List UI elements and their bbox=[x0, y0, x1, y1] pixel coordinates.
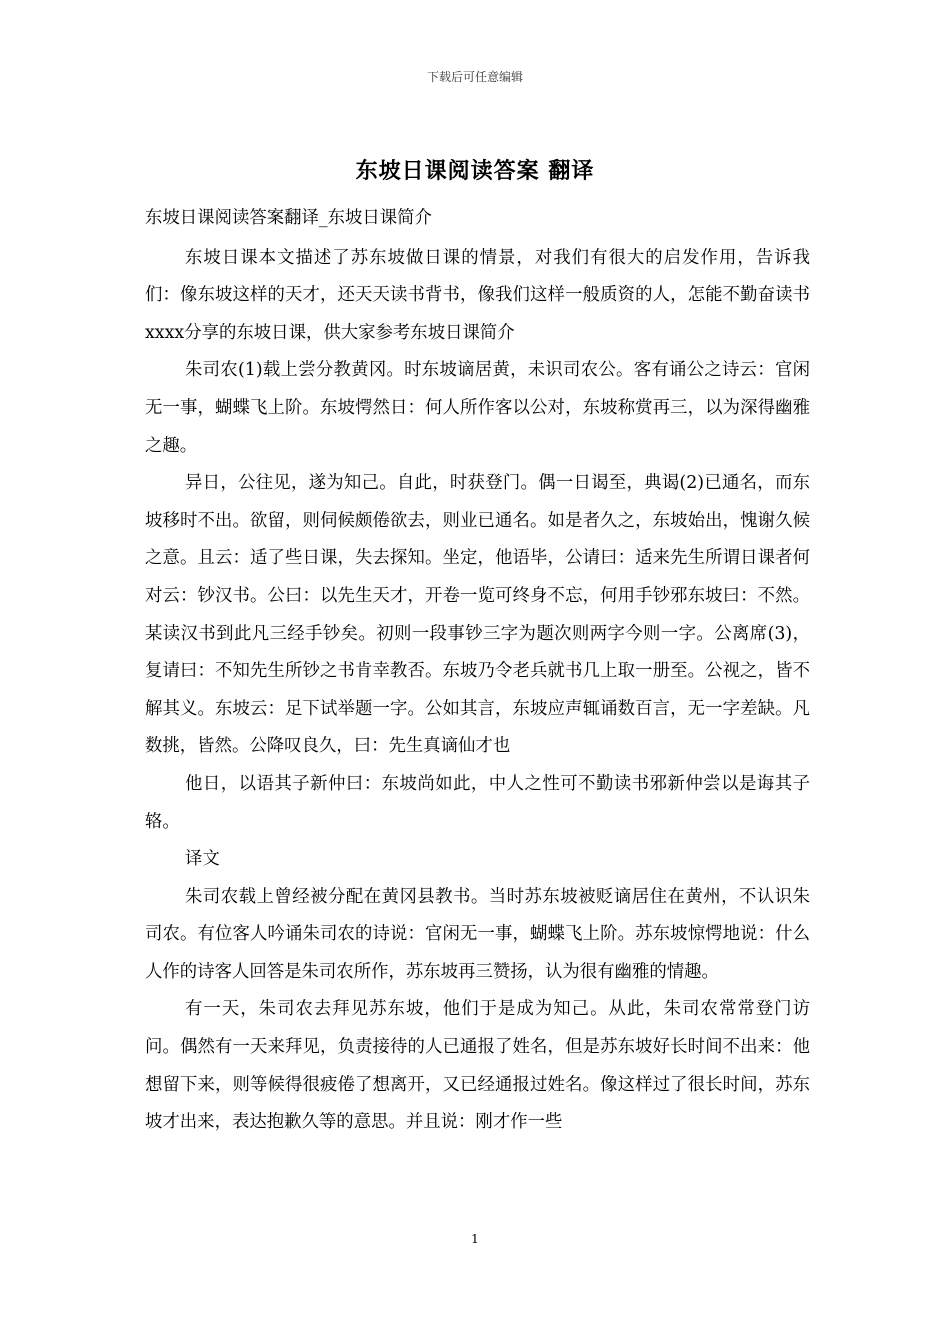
page-header: 下载后可任意编辑 bbox=[426, 70, 523, 84]
document-body bbox=[145, 200, 810, 1142]
paragraph-translation-1: 朱司农载上曾经被分配在黄冈县教书。当时苏东坡被贬谪居住在黄州，不认识朱司农。有位客人吟诵朱司农的诗说：官闲无一事，蝴蝶飞上阶。苏东坡惊愕地说：什么人作的诗客人回答是朱司农所作，苏东坡再三赞扬，认为很有幽雅的情趣。 bbox=[145, 886, 810, 982]
paragraph-original-2: 异日，公往见，遂为知己。自此，时获登门。偶一日谒至，典谒(2)已通名，而东坡移时不出。欲留，则伺候颇倦欲去，则业已通名。如是者久之，东坡始出，愧谢久候之意。且云：适了些日课，失去探知。坐定，他语毕，公请曰：适来先生所谓日课者何对云：钞汉书。公曰：以先生天才，开卷一览可终身不忘，何用手钞邪东坡曰：不然。某读汉书到此凡三经手钞矣。初则一段事钞三字为题次则两字今则一字。公离席(3)，复请曰：不知先生所钞之书肯幸教否。东坡乃令老兵就书几上取一册至。公视之，皆不解其义。东坡云：足下试举题一字。公如其言，东坡应声辄诵数百言，无一字差缺。凡数挑，皆然。公降叹良久，曰：先生真谪仙才也 bbox=[145, 473, 810, 757]
document-title: 东坡日课阅读答案 翻译 bbox=[355, 158, 595, 184]
paragraph-translation-2: 有一天，朱司农去拜见苏东坡，他们于是成为知己。从此，朱司农常常登门访问。偶然有一天来拜见，负责接待的人已通报了姓名，但是苏东坡好长时间不出来：他想留下来，则等候得很疲倦了想离开，又已经通报过姓名。像这样过了很长时间，苏东坡才出来，表达抱歉久等的意思。并且说：刚才作一些 bbox=[145, 999, 810, 1133]
paragraph-original-1: 朱司农(1)载上尝分教黄冈。时东坡谪居黄，未识司农公。客有诵公之诗云：官闲无一事，蝴蝶飞上阶。东坡愕然日：何人所作客以公对，东坡称赏再三，以为深得幽雅之趣。 bbox=[145, 360, 810, 456]
document-subtitle: 东坡日课阅读答案翻译_东坡日课简介 bbox=[145, 208, 432, 228]
page-number: 1 bbox=[471, 1232, 479, 1246]
section-heading-translation: 译文 bbox=[185, 849, 220, 870]
paragraph-original-3: 他日，以语其子新仲曰：东坡尚如此，中人之性可不勤读书邪新仲尝以是诲其子辂。 bbox=[145, 773, 810, 832]
paragraph-intro: 东坡日课本文描述了苏东坡做日课的情景，对我们有很大的启发作用，告诉我们：像东坡这样的天才，还天天读书背书，像我们这样一般质资的人，怎能不勤奋读书xxxx分享的东坡日课，供大家参考东坡日课简介 bbox=[145, 247, 810, 343]
